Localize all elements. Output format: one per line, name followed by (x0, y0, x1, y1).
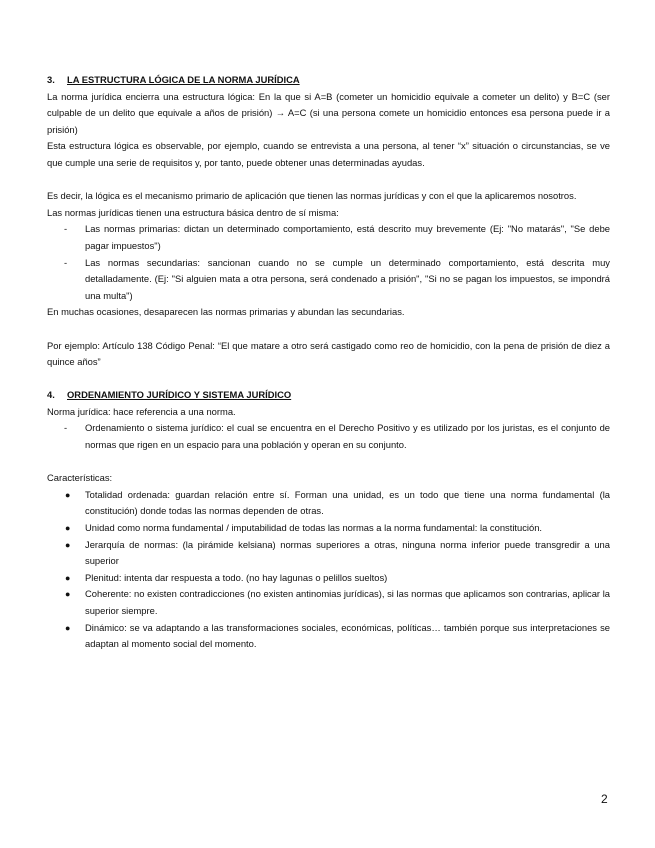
list-item-text: Unidad como norma fundamental / imputabilidad de todas las normas a la norma fundamental: la constitución. (85, 522, 543, 534)
dash-bullet: - (64, 422, 68, 434)
list-item-text: Las normas primarias: dictan un determinado comportamiento, está descrito muy brevemente (Ej: "No matarás", "Se debe pagar impuestos") (85, 223, 610, 251)
list-item (47, 487, 610, 520)
spacer (47, 172, 610, 189)
dash-bullet: - (64, 256, 68, 268)
list-item (47, 255, 610, 305)
list-item-text: Totalidad ordenada: guardan relación entre sí. Forman una unidad, es un todo que tiene una norma fundamental (la constitución) donde todas las normas dependen de otras. (85, 488, 610, 517)
list-item-text: Plenitud: intenta dar respuesta a todo. (no hay lagunas o pelillos sueltos) (85, 571, 388, 583)
round-bullet-icon: ● (65, 572, 71, 583)
list-item (47, 586, 610, 619)
section-3-number: 3. (47, 74, 55, 85)
norm-types-list (47, 221, 610, 304)
list-item-text: Jerarquía de normas: (la pirámide kelsiana) normas superiores a otras, ninguna norma inferior puede transgredir a una superior (85, 538, 610, 567)
list-item-text: Coherente: no existen contradicciones (no existen antinomias jurídicas), si las normas que aplicamos son contrarias, aplicar la superior siempre. (85, 588, 610, 616)
list-item (47, 620, 610, 653)
list-item (47, 570, 610, 587)
round-bullet-icon: ● (65, 539, 71, 550)
page-number: 2 (601, 792, 608, 806)
document-body (47, 72, 610, 653)
spacer (47, 454, 610, 471)
section-4-title: ORDENAMIENTO JURÍDICO Y SISTEMA JURÍDICO (67, 389, 292, 401)
list-item-text: Dinámico: se va adaptando a las transformaciones sociales, económicas, políticas… también porque sus interpretaciones se adaptan al momento social del momento. (85, 621, 610, 650)
list-item (47, 221, 610, 254)
section-3-title: LA ESTRUCTURA LÓGICA DE LA NORMA JURÍDICA (67, 74, 300, 85)
section-4-heading (47, 387, 610, 404)
section-3-paragraph-6: Por ejemplo: Artículo 138 Código Penal: “El que matare a otro será castigado como reo de homicidio, con la pena de prisión de diez a quince años” (47, 339, 610, 368)
round-bullet-icon: ● (65, 523, 71, 534)
legal-system-list (47, 420, 610, 453)
list-item-text: Ordenamiento o sistema jurídico: el cual se encuentra en el Derecho Positivo y es utilizado por los juristas, es el conjunto de normas que rigen en un espacio para una población y operan en su conjunto. (85, 422, 610, 451)
section-3-heading (47, 72, 610, 89)
features-label: Características: (47, 472, 113, 484)
dash-bullet: - (64, 223, 68, 235)
list-item (47, 520, 610, 537)
list-item (47, 537, 610, 570)
round-bullet-icon: ● (65, 589, 71, 600)
section-3-paragraph-1: La norma jurídica encierra una estructura lógica: En la que si A=B (cometer un homicidio equivale a cometer un delito) y B=C (ser culpable de un delito que equivale a años de prisión) → A=C (si una persona comete un homicidio entonces esa persona puede ir a prisión) (47, 90, 610, 135)
section-4-paragraph-1: Norma jurídica: hace referencia a una norma. (47, 405, 236, 417)
section-4-number: 4. (47, 389, 55, 401)
round-bullet-icon: ● (65, 622, 71, 633)
features-list (47, 487, 610, 653)
spacer (47, 321, 610, 338)
list-item-text: Las normas secundarias: sancionan cuando no se cumple un determinado comportamiento, está descrita muy detalladamente. (Ej: "Si alguien mata a otra persona, será condenado a prisión", "Si no se pagan los impuestos, se impondrá una multa") (85, 256, 610, 301)
section-3-paragraph-4: Las normas jurídicas tienen una estructura básica dentro de sí misma: (47, 206, 339, 218)
section-3-paragraph-3: Es decir, la lógica es el mecanismo primario de aplicación que tienen las normas jurídicas y con el que la aplicaremos nosotros. (47, 190, 577, 202)
section-3-paragraph-2: Esta estructura lógica es observable, por ejemplo, cuando se entrevista a una persona, al tener “x” situación o circunstancias, se ve que cumple una serie de requisitos y, por tanto, puede obtener unas determinadas ayudas. (47, 140, 610, 168)
round-bullet-icon: ● (65, 489, 71, 500)
section-3-paragraph-5: En muchas ocasiones, desaparecen las normas primarias y abundan las secundarias. (47, 306, 405, 318)
spacer (47, 371, 610, 388)
list-item (47, 420, 610, 453)
